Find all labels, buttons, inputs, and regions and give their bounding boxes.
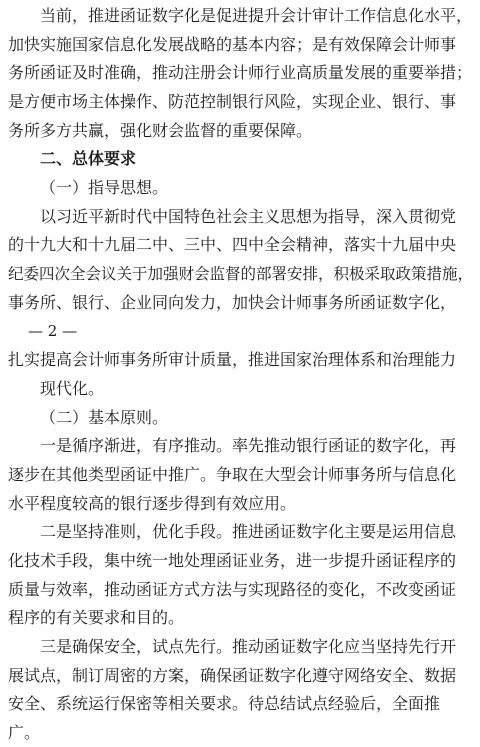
continuation-line-1: 扎实提高会计师事务所审计质量，推进国家治理体系和治理能力 bbox=[8, 350, 457, 369]
principle-1-line-2: 逐步在其他类型函证中推广。争取在大型会计师事务所与信息化 bbox=[8, 465, 457, 484]
page-number: — 2 — bbox=[28, 322, 78, 340]
principle-3-line-4: 广。 bbox=[8, 723, 41, 742]
guiding-line-2: 的十九大和十九届二中、三中、四中全会精神，落实十九届中央 bbox=[8, 235, 457, 254]
principle-2-line-2: 化技术手段，集中统一地处理函证业务，进一步提升函证程序的 bbox=[8, 551, 457, 570]
subheading-basic-principles: （二）基本原则。 bbox=[40, 408, 169, 427]
principle-3-line-3: 安全、系统运行保密等相关要求。待总结试点经验后，全面推 bbox=[8, 694, 441, 713]
principle-2-line-4: 程序的有关要求和目的。 bbox=[8, 608, 185, 627]
principle-1-line-1: 一是循序渐进，有序推动。率先推动银行函证的数字化，再 bbox=[40, 436, 457, 455]
principle-3-line-1: 三是确保安全，试点先行。推动函证数字化应当坚持先行开 bbox=[40, 637, 457, 656]
principle-2-line-3: 质量与效率，推动函证方式方法与实现路径的变化，不改变函证 bbox=[8, 580, 457, 599]
intro-line-5: 务所多方共赢，强化财会监督的重要保障。 bbox=[8, 121, 313, 140]
continuation-line-2: 现代化。 bbox=[40, 379, 105, 398]
intro-line-1: 当前，推进函证数字化是促进提升会计审计工作信息化水平， bbox=[40, 6, 473, 25]
guiding-line-1: 以习近平新时代中国特色社会主义思想为指导，深入贯彻党 bbox=[40, 207, 457, 226]
principle-3-line-2: 展试点，制订周密的方案，确保函证数字化遵守网络安全、数据 bbox=[8, 666, 457, 685]
guiding-line-3: 纪委四次全会议关于加强财会监督的部署安排，积极采取政策措施， bbox=[8, 265, 474, 283]
guiding-line-4: 事务所、银行、企业同向发力，加快会计师事务所函证数字化， bbox=[8, 293, 457, 312]
intro-line-4: 是方便市场主体操作、防范控制银行风险，实现企业、银行、事 bbox=[8, 92, 457, 111]
subheading-guiding-thought: （一）指导思想。 bbox=[40, 178, 169, 197]
intro-line-2: 加快实施国家信息化发展战略的基本内容；是有效保障会计师事 bbox=[8, 35, 457, 54]
intro-line-3: 务所函证及时准确，推动注册会计师行业高质量发展的重要举措； bbox=[8, 63, 473, 82]
section-heading: 二、总体要求 bbox=[40, 149, 137, 168]
principle-2-line-1: 二是坚持准则，优化手段。推进函证数字化主要是运用信息 bbox=[40, 522, 457, 541]
principle-1-line-3: 水平程度较高的银行逐步得到有效应用。 bbox=[8, 494, 297, 513]
